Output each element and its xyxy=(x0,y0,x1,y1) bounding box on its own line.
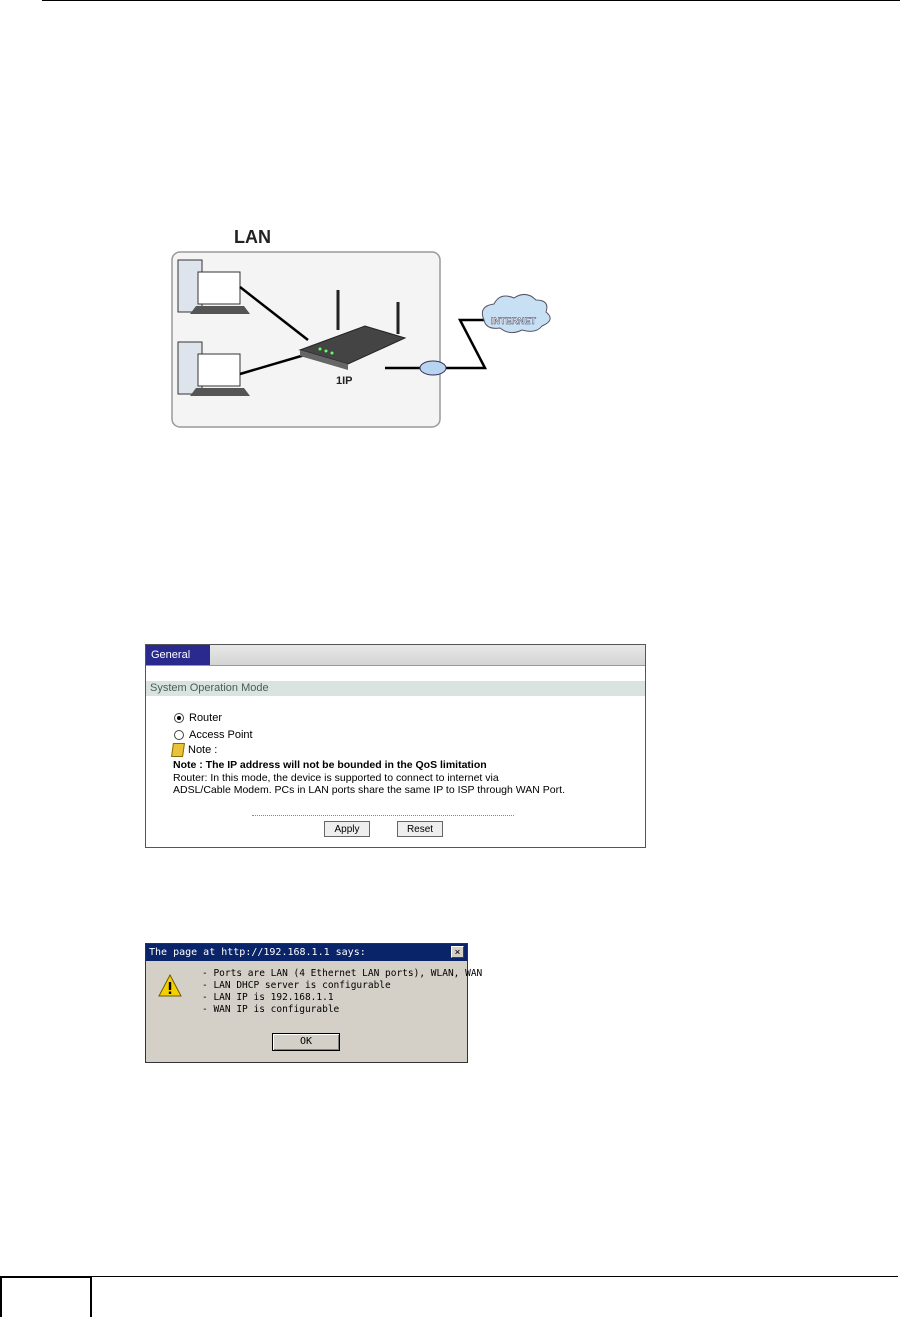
header-rule xyxy=(42,0,900,1)
radio-router-label: Router xyxy=(189,712,223,724)
radio-access-point[interactable] xyxy=(174,729,253,741)
note-router-line: ADSL/Cable Modem. PCs in LAN ports share the same IP to ISP through WAN Port. xyxy=(173,784,565,796)
alert-title: The page at http://192.168.1.1 says: xyxy=(149,947,366,958)
network-diagram xyxy=(160,222,560,432)
internet-cloud-icon xyxy=(482,294,550,332)
note-qos: Note : The IP address will not be bounded in the QoS limitation xyxy=(173,759,487,771)
warning-icon xyxy=(158,974,182,998)
note-label: Note : xyxy=(188,744,218,756)
modem-icon xyxy=(420,361,446,375)
lan-label: LAN xyxy=(234,227,271,247)
alert-line: - WAN IP is configurable xyxy=(202,1004,340,1015)
alert-line: - Ports are LAN (4 Ethernet LAN ports), WLAN, WAN xyxy=(202,968,483,979)
footer-rule xyxy=(92,1276,898,1277)
close-icon[interactable]: × xyxy=(451,946,464,958)
radio-button[interactable] xyxy=(174,730,184,740)
radio-button-checked[interactable] xyxy=(174,713,184,723)
note-heading xyxy=(172,743,217,757)
alert-line: - LAN IP is 192.168.1.1 xyxy=(202,992,334,1003)
note-icon xyxy=(171,743,185,757)
tab-general[interactable]: General xyxy=(146,645,210,665)
page-number-box xyxy=(0,1276,92,1317)
alert-dialog xyxy=(145,943,483,1063)
divider xyxy=(252,815,514,816)
general-window xyxy=(145,644,646,848)
ok-button[interactable]: OK xyxy=(272,1033,340,1051)
tab-bar xyxy=(146,645,645,666)
alert-message xyxy=(202,968,482,1016)
alert-title-bar xyxy=(146,944,467,961)
internet-label: INTERNET xyxy=(491,316,536,326)
radio-router[interactable] xyxy=(174,712,222,724)
section-title: System Operation Mode xyxy=(146,681,645,696)
apply-button[interactable]: Apply xyxy=(324,821,370,837)
alert-line: - LAN DHCP server is configurable xyxy=(202,980,391,991)
note-router-line: Router: In this mode, the device is supported to connect to internet via xyxy=(173,772,499,784)
reset-button[interactable]: Reset xyxy=(397,821,443,837)
ip-label: 1IP xyxy=(336,375,353,387)
radio-access-point-label: Access Point xyxy=(189,729,253,741)
